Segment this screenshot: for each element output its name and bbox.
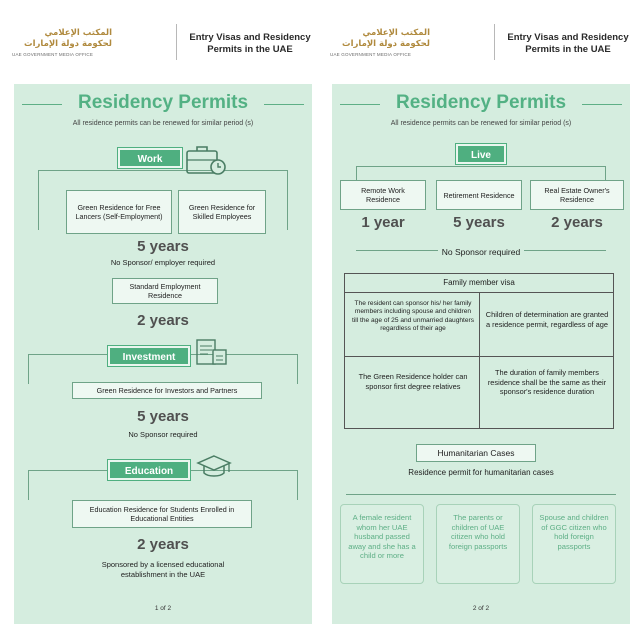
family-row-divider: [345, 356, 613, 357]
investment-badge: Investment: [108, 346, 190, 366]
panel-title: Residency Permits: [395, 92, 567, 113]
remote-work-residence-box: Remote Work Residence: [340, 180, 426, 210]
page-header: [326, 18, 632, 68]
standard-employment-duration: 2 years: [137, 312, 189, 329]
page-one: [8, 0, 314, 640]
retirement-duration: 5 years: [453, 214, 505, 231]
investors-green-residence-box: Green Residence for Investors and Partners: [72, 382, 262, 399]
remote-work-duration: 1 year: [361, 214, 405, 231]
government-media-office-logo: [12, 28, 112, 57]
education-bracket-left: [28, 470, 29, 500]
government-media-office-logo: [330, 28, 430, 57]
standard-employment-residence-box: Standard Employment Residence: [112, 278, 218, 304]
logo-arabic-line2: لحكومة دولة الإمارات: [24, 39, 112, 49]
investment-note: No Sponsor required: [128, 430, 198, 439]
education-badge: Education: [108, 460, 190, 480]
logo-arabic-line2: لحكومة دولة الإمارات: [342, 39, 430, 49]
page-number: 1 of 2: [154, 605, 172, 612]
graduation-cap-icon: [196, 454, 232, 480]
freelancer-green-residence-box: Green Residence for Free Lancers (Self-Employment): [66, 190, 172, 234]
work-bracket-right: [287, 170, 288, 230]
family-duration-cell: The duration of family members residence shall be the same as their sponsor's residence duration: [487, 368, 607, 396]
logo-english: UAE GOVERNMENT MEDIA OFFICE: [330, 52, 412, 57]
skilled-employees-green-residence-box: Green Residence for Skilled Employees: [178, 190, 266, 234]
family-member-visa-box: [344, 273, 614, 429]
header-title: Entry Visas and Residency Permits in the UAE: [189, 32, 311, 55]
humanitarian-case-parents-children: The parents or children of UAE citizen who hold foreign passports: [436, 504, 520, 584]
logo-arabic-line1: المكتب الإعلامي: [362, 28, 430, 38]
live-bracket-top: [356, 166, 606, 167]
education-duration: 2 years: [137, 536, 189, 553]
residency-panel-two: [332, 84, 630, 624]
investment-duration: 5 years: [137, 408, 189, 425]
work-bracket-left: [38, 170, 39, 230]
work-badge: Work: [118, 148, 182, 168]
humanitarian-cases-box: Humanitarian Cases: [416, 444, 536, 462]
live-note-text: No Sponsor required: [438, 247, 524, 257]
investment-documents-icon: [194, 336, 228, 368]
briefcase-clock-icon: [186, 142, 228, 176]
family-green-holder-cell: The Green Residence holder can sponsor first degree relatives: [358, 372, 468, 391]
work-green-note: No Sponsor/ employer required: [110, 258, 216, 267]
logo-arabic-line1: المكتب الإعلامي: [44, 28, 112, 38]
header-divider: [176, 24, 177, 60]
logo-english: UAE GOVERNMENT MEDIA OFFICE: [12, 52, 94, 57]
work-green-duration: 5 years: [137, 238, 189, 255]
panel-subtitle: All residence permits can be renewed for similar period (s): [72, 120, 254, 127]
page-number: 2 of 2: [472, 605, 490, 612]
humanitarian-case-gcc-family: Spouse and children of GGC citizen who hold foreign passports: [532, 504, 616, 584]
education-bracket-right: [297, 470, 298, 500]
humanitarian-rule: [346, 494, 616, 495]
retirement-residence-box: Retirement Residence: [436, 180, 522, 210]
education-note: Sponsored by a licensed educational establishment in the UAE: [101, 560, 225, 579]
humanitarian-note: Residence permit for humanitarian cases: [408, 468, 554, 477]
investment-bracket-left: [28, 354, 29, 384]
family-sponsor-cell: The resident can sponsor his/ her family members including spouse and children till the age of 25 and unmarried daughters regardless of their age: [351, 300, 475, 333]
header-title: Entry Visas and Residency Permits in the UAE: [507, 32, 629, 55]
real-estate-duration: 2 years: [551, 214, 603, 231]
investment-bracket-right: [297, 354, 298, 384]
live-note: [332, 247, 630, 257]
real-estate-owner-residence-box: Real Estate Owner's Residence: [530, 180, 624, 210]
panel-subtitle: All residence permits can be renewed for similar period (s): [390, 120, 572, 127]
live-bracket-left: [356, 166, 357, 180]
family-column-divider: [479, 292, 480, 428]
panel-title: Residency Permits: [77, 92, 249, 113]
work-bracket-top: [38, 170, 288, 171]
family-title: Family member visa: [443, 278, 515, 287]
header-divider: [494, 24, 495, 60]
page-header: [8, 18, 314, 68]
live-badge: Live: [456, 144, 506, 164]
page-two: [326, 0, 632, 640]
family-determination-cell: Children of determination are granted a residence permit, regardless of age: [485, 310, 609, 329]
education-residence-box: Education Residence for Students Enrolled in Educational Entities: [72, 500, 252, 528]
humanitarian-case-widow: A female resident whom her UAE husband passed away and she has a child or more: [340, 504, 424, 584]
live-bracket-right: [605, 166, 606, 180]
residency-panel-one: [14, 84, 312, 624]
